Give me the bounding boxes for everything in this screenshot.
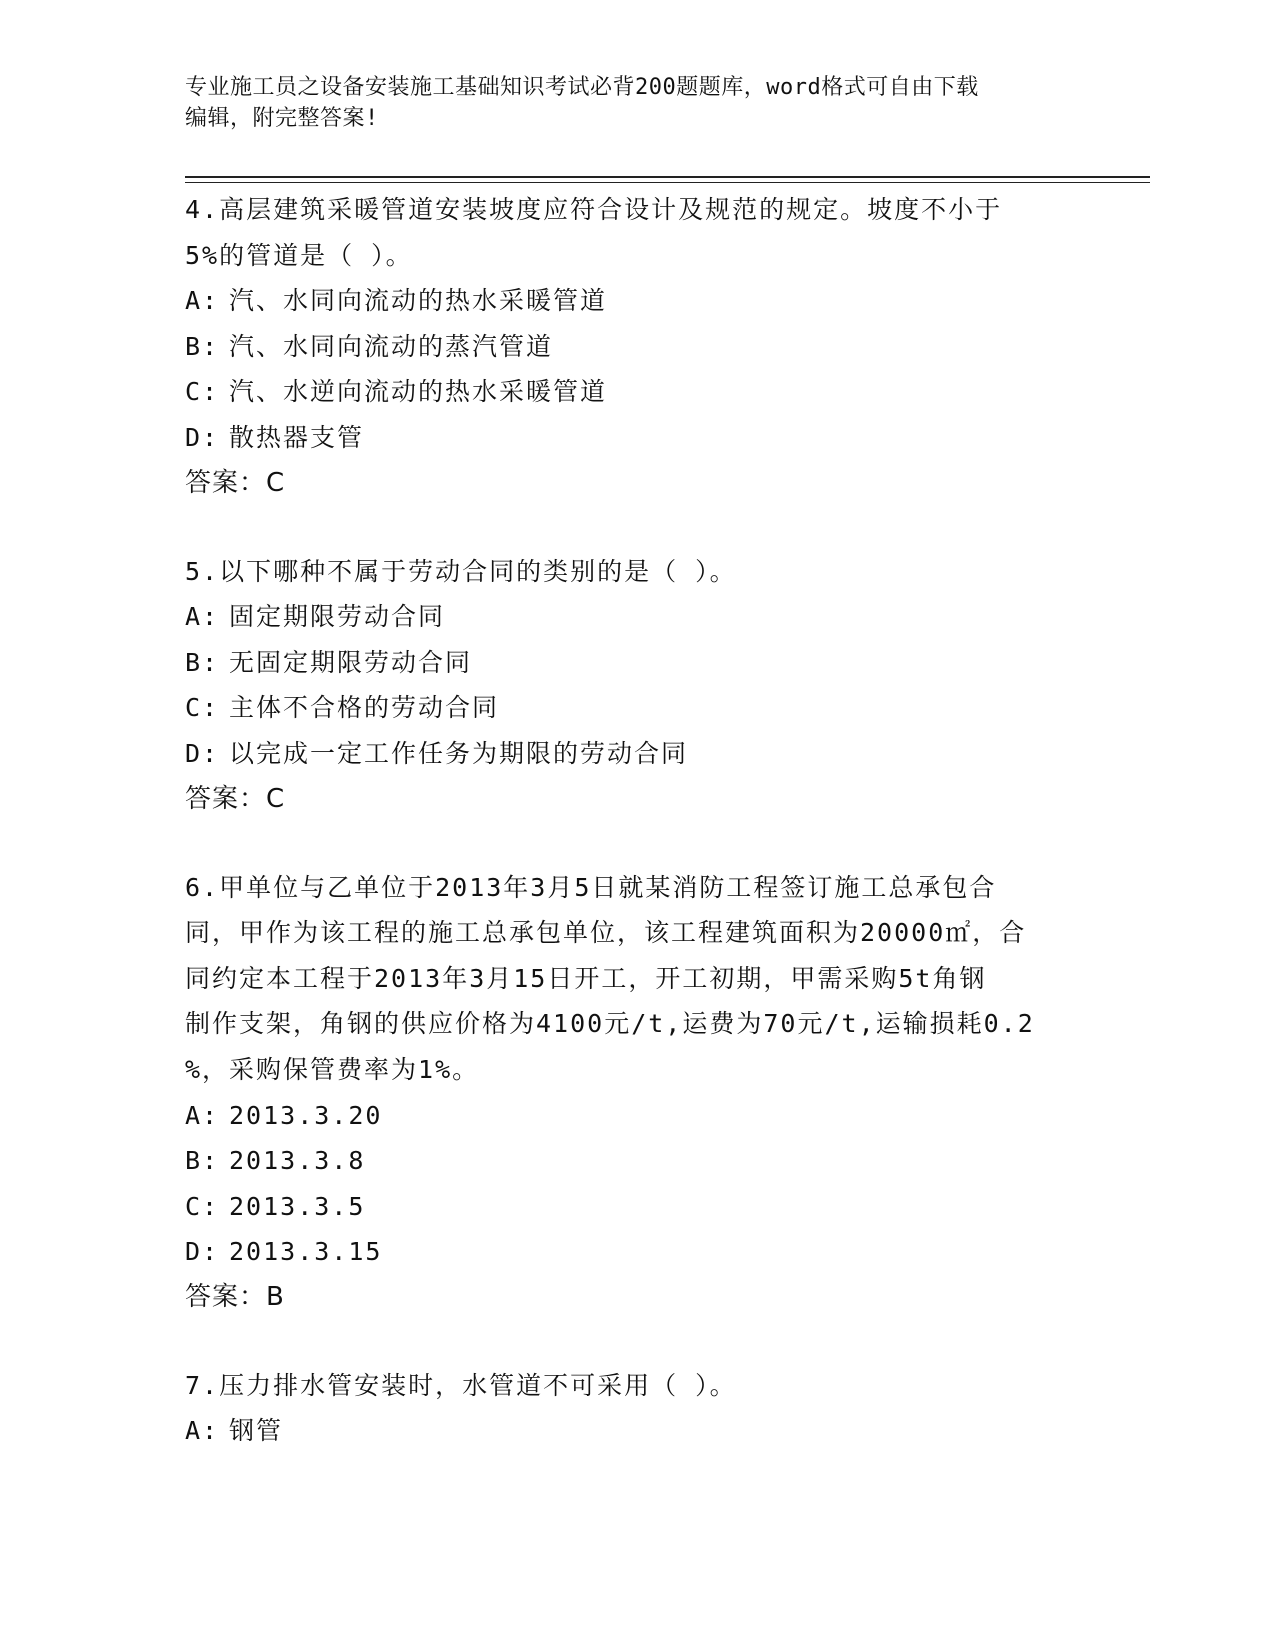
option-text: 主体不合格的劳动合同 [229, 693, 500, 723]
option-text: 固定期限劳动合同 [229, 602, 446, 632]
option-label: C: [185, 693, 220, 723]
question-stem-line: 同，甲作为该工程的施工总承包单位，该工程建筑面积为20000㎡，合 [185, 918, 1027, 948]
option-text: 汽、水同向流动的蒸汽管道 [229, 331, 554, 361]
option-text: 2013.3.5 [229, 1191, 366, 1221]
option-label: B: [185, 331, 220, 361]
option-label: A: [185, 1100, 220, 1130]
option-b [185, 324, 1085, 370]
option-c [185, 1184, 1085, 1230]
header-divider-thin [185, 182, 1150, 183]
option-a [185, 1093, 1085, 1139]
question-4 [185, 187, 1085, 505]
option-text: 汽、水逆向流动的热水采暖管道 [229, 377, 608, 407]
option-label: C: [185, 377, 220, 407]
option-label: B: [185, 1146, 220, 1176]
header-divider-thick [185, 176, 1150, 178]
option-a [185, 1408, 1085, 1454]
question-6 [185, 865, 1085, 1319]
question-stem-line: 6.甲单位与乙单位于2013年3月5日就某消防工程签订施工总承包合 [185, 872, 997, 902]
option-text: 钢管 [229, 1416, 284, 1446]
option-text: 散热器支管 [229, 422, 365, 452]
option-label: A: [185, 286, 220, 316]
option-d [185, 731, 1085, 777]
option-text: 2013.3.20 [229, 1100, 383, 1130]
option-label: B: [185, 647, 220, 677]
option-c [185, 369, 1085, 415]
header-line-2: 编辑，附完整答案! [185, 106, 379, 131]
option-text: 无固定期限劳动合同 [229, 647, 473, 677]
option-d [185, 415, 1085, 461]
header-line-1: 专业施工员之设备安装施工基础知识考试必背200题题库，word格式可自由下载 [185, 75, 979, 100]
document-header [185, 72, 1085, 134]
question-stem-line: 7.压力排水管安装时，水管道不可采用（ ）。 [185, 1370, 737, 1400]
question-7 [185, 1363, 1085, 1454]
option-text: 汽、水同向流动的热水采暖管道 [229, 286, 608, 316]
option-label: D: [185, 1237, 220, 1267]
option-label: A: [185, 1416, 220, 1446]
option-text: 以完成一定工作任务为期限的劳动合同 [229, 738, 689, 768]
answer-line: 答案：C [185, 467, 286, 498]
question-spacer [185, 505, 1085, 549]
option-b [185, 1138, 1085, 1184]
option-label: C: [185, 1191, 220, 1221]
question-stem-line: 5.以下哪种不属于劳动合同的类别的是（ ）。 [185, 556, 737, 586]
option-b [185, 640, 1085, 686]
question-stem-line: 5%的管道是（ ）。 [185, 240, 413, 270]
option-text: 2013.3.15 [229, 1237, 383, 1267]
question-5 [185, 549, 1085, 821]
option-c [185, 685, 1085, 731]
answer-line: 答案：B [185, 1281, 285, 1312]
question-spacer [185, 1319, 1085, 1363]
option-a [185, 594, 1085, 640]
option-label: D: [185, 738, 220, 768]
option-a [185, 278, 1085, 324]
question-list [185, 187, 1085, 1454]
question-spacer [185, 821, 1085, 865]
question-stem-line: 制作支架，角钢的供应价格为4100元/t,运费为70元/t,运输损耗0.2 [185, 1009, 1035, 1039]
option-d [185, 1229, 1085, 1275]
option-label: A: [185, 602, 220, 632]
question-stem-line: 同约定本工程于2013年3月15日开工，开工初期，甲需采购5t角钢 [185, 963, 987, 993]
question-stem-line: %，采购保管费率为1%。 [185, 1054, 480, 1084]
question-stem-line: 4.高层建筑采暖管道安装坡度应符合设计及规范的规定。坡度不小于 [185, 195, 1003, 224]
option-text: 2013.3.8 [229, 1146, 366, 1176]
option-label: D: [185, 422, 220, 452]
answer-line: 答案：C [185, 783, 286, 814]
